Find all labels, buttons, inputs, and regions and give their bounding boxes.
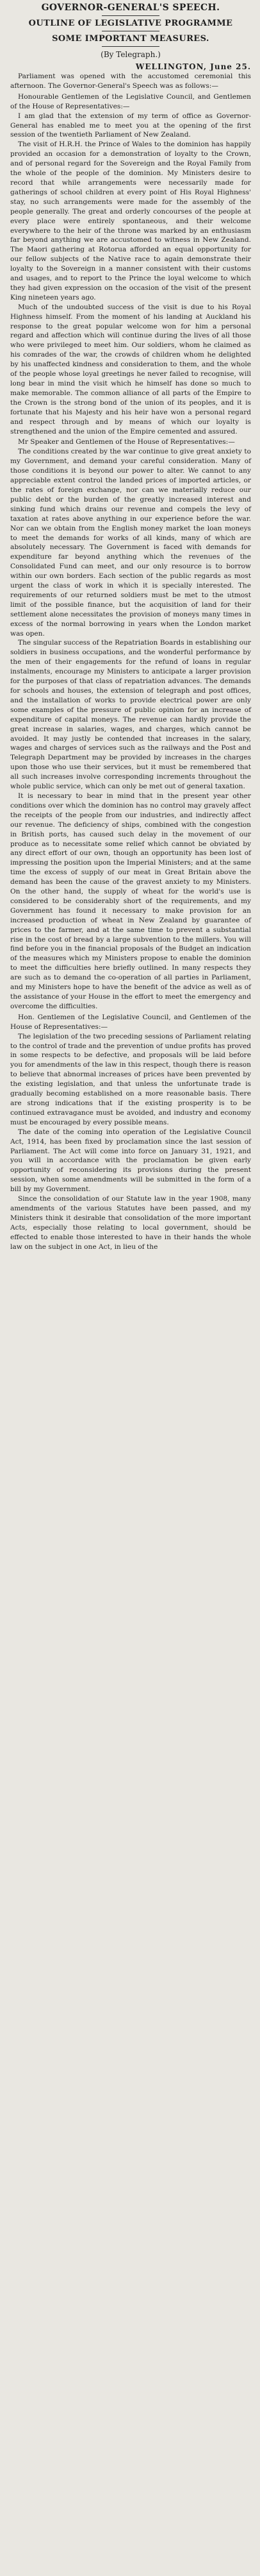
paragraph-address: Honourable Gentlemen of the Legislative Council, and Gentlemen of the House of Representatives:— — [10, 92, 251, 110]
paragraph: The date of the coming into operation of the Legislative Council Act, 1914, has been fixed by proclamation since the last session of Parliament. The Act will come into force on January 31, 1921, and you will in accordance with the proclamation be given early opportunity of reconsidering its provisions during the present session, when some amendments will be submitted in the form of a bill by my Government. — [10, 1128, 251, 1194]
dateline: WELLINGTON, June 25. — [135, 62, 251, 71]
subheading-measures: SOME IMPORTANT MEASURES. — [52, 34, 209, 44]
paragraph: Since the consolidation of our Statute law in the year 1908, many amendments of the various Statutes have been passed, and my Ministers think it desirable that consolidation of the more important Acts, especially those relating to local government, should be effected to enable those interested to have in their hands the whole law on the subject in one Act, in lieu of the — [10, 1195, 251, 1251]
paragraph: The visit of H.R.H. the Prince of Wales to the dominion has happily provided an occasion for a demonstration of loyalty to the Crown, and of personal regard for the Sovereign and the Royal Family from the whole of the people of the dominion. My Ministers desire to record that while arrangements were necessarily made for gatherings of school children at every point of His Royal Highness' stay, no such arrangements were made for the assembly of the people generally. The great and orderly concourses of the people at every place were entirely spontaneous, and their welcome everywhere to the heir of the throne was marked by an enthusiasm far beyond anything we are accustomed to witness in New Zealand. The Maori gathering at Rotorua afforded an equal opportunity for our fellow subjects of the Native race to again demonstrate their loyalty to the Sovereign in a manner consistent with their customs and usages, and to report to the Prince the loyal welcome to which they had given expression on the occasion of the visit of the present King nineteen years ago. — [10, 140, 251, 301]
byline: (By Telegraph.) — [101, 50, 161, 59]
paragraph: Parliament was opened with the accustomed ceremonial this afternoon. The Governor-General's Speech was as follows:— — [10, 72, 251, 90]
paragraph: The singular success of the Repatriation Boards in establishing our soldiers in business occupations, and the wonderful performance by the men of their engagements for the refund of loans in regular instalments, encourage my Ministers to anticipate a larger provision for the purposes of that class of repatriation advances. The demands for schools and houses, the extension of telegraph and post offices, and the installation of works to provide electrical power are only some examples of the pressure of public opinion for an increase of expenditure of capital moneys. The revenue can hardly provide the great increase in salaries, wages, and charges, which cannot be avoided. It may justly be contended that increases in the salary, wages and charges of services such as the railways and the Post and Telegraph Department may be provided by increases in the charges upon those who use their services, but it must be remembered that all such increases involve corresponding increments throughout the whole public service, which can only be met out of general taxation. — [10, 639, 251, 791]
paragraph: It is necessary to bear in mind that in the present year other conditions over which the dominion has no control may gravely affect the receipts of the people from our industries, and indirectly affect our revenue. The deficiency of ships, combined with the congestion in British ports, has caused such delay in the movement of our produce as to necessitate some relief which cannot be obviated by any direct effort of our own, though an opportunity has been lost of impressing the position upon the Imperial Ministers; and at the same time the excess of supply of our meat in Great Britain above the demand has been the cause of the gravest anxiety to my Ministers. On the other hand, the supply of wheat for the world's use is considered to be considerably short of the requirements, and my Government has found it necessary to make provision for an increased production of wheat in New Zealand by guarantee of prices to the farmer, and at the same time to prevent a substantial rise in the cost of bread by a large subvention to the millers. You will find before you in the financial proposals of the Budget an indication of the measures which my Ministers propose to enable the dominion to meet the difficulties here briefly outlined. In many respects they are such as to demand the co-operation of all parties in Parliament, and my Ministers hope to have the benefit of the advice as well as of the assistance of your House in the effort to meet the emergency and overcome the difficulties. — [10, 792, 251, 1010]
paragraph-address: Mr Speaker and Gentlemen of the House of Representatives:— — [18, 438, 235, 446]
headline: GOVERNOR-GENERAL'S SPEECH. — [41, 3, 220, 13]
paragraph: The conditions created by the war continue to give great anxiety to my Government, and demand your careful consideration. Many of those conditions it is beyond our power to alter. We cannot to any appreciable extent control the landed prices of imported articles, or the rates of foreign exchange, nor can we materially reduce our public debt or the burden of the greatly increased interest and sinking fund which drains our revenue and compels the levy of taxation at rates above anything in our experience before the war. Nor can we obtain from the English money market the loan moneys to meet the demands for works of all kinds, many of which are absolutely necessary. The Government is faced with demands for expenditure far beyond anything which the revenues of the Consolidated Fund can meet, and our only resource is to borrow within our own borders. Each section of the public regards as most urgent the class of work in which it is specially interested. The requirements of our returned soldiers must be met to the utmost limit of the possible finance, but the acquisition of land for their settlement alone necessitates the provision of moneys many times in excess of the normal borrowing in years when the London market was open. — [10, 448, 251, 638]
divider — [102, 46, 159, 47]
article-body — [10, 72, 251, 1251]
paragraph: The legislation of the two preceding sessions of Parliament relating to the control of trade and the prevention of undue profits has proved in some respects to be defective, and proposals will be laid before you for amendments of the law in this respect, though there is reason to believe that abnormal increases of prices have been prevented by the existing legislation, and that unless the unfortunate trade is gradually becoming established on a more reasonable basis. There are strong indications that if the existing prosperity is to be continued extravagance must be avoided, and industry and economy must be encouraged by every possible means. — [10, 1032, 251, 1126]
paragraph: Much of the undoubted success of the visit is due to his Royal Highness himself. From the moment of his landing at Auckland his response to the great popular welcome won for him a personal regard and affection which will continue during the lives of all those who were privileged to meet him. Our soldiers, whom he claimed as his comrades of the war, the crowds of children whom he delighted by his unaffected kindness and consideration to them, and the whole of the people whose loyal greetings he never failed to recognise, will long bear in mind the visit which he himself has done so much to make memorable. The common alliance of all parts of the Empire to the Crown is the strong bond of the union of its peoples, and it is fortunate that his Majesty and his heir have won a personal regard and respect through and by means of which our loyalty is strengthened and the union of the Empire cemented and assured. — [10, 303, 251, 436]
subheading-outline: OUTLINE OF LEGISLATIVE PROGRAMME — [28, 19, 233, 28]
divider — [102, 15, 159, 16]
paragraph-address: Hon. Gentlemen of the Legislative Council, and Gentlemen of the House of Representatives:— — [10, 1013, 251, 1031]
paragraph: I am glad that the extension of my term of office as Governor-General has enabled me to meet you at the opening of the first session of the twentieth Parliament of New Zealand. — [10, 112, 251, 139]
